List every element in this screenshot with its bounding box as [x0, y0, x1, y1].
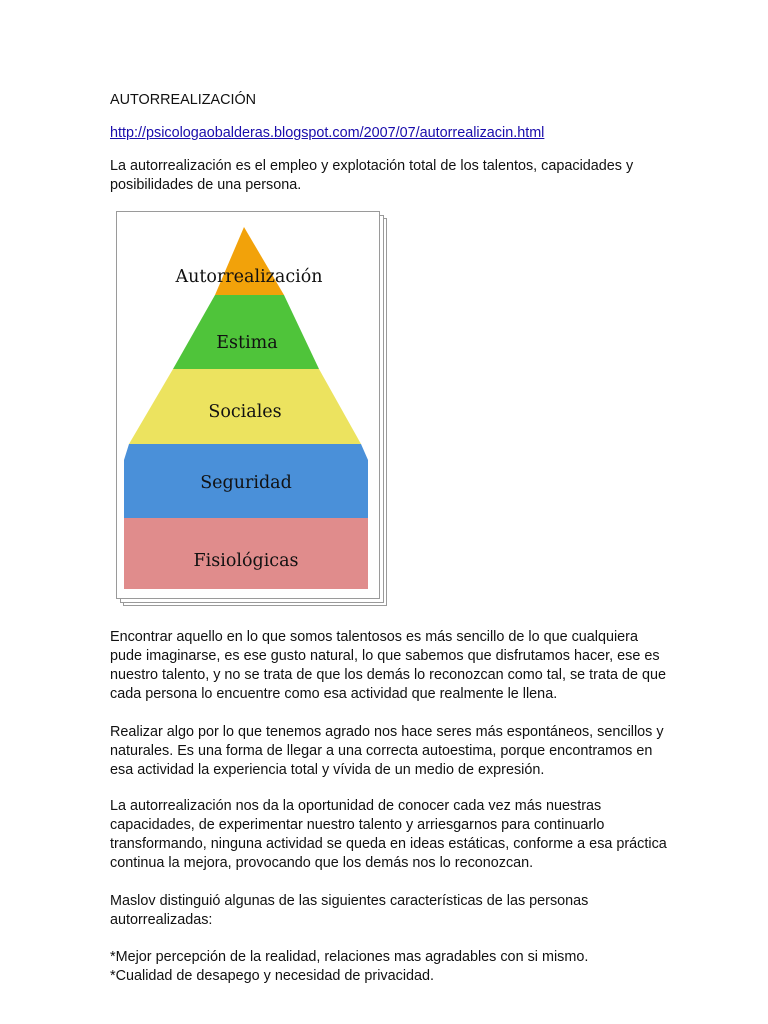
pyramid-label-seguridad: Seguridad	[200, 473, 292, 493]
source-link[interactable]: http://psicologaobalderas.blogspot.com/2007/07/autorrealizacin.html	[110, 125, 545, 141]
pyramid-level-estima	[173, 295, 319, 369]
body-paragraph-spontaneity: Realizar algo por lo que tenemos agrado nos hace seres más espontáneos, sencillos y naturales. Es una forma de llegar a una correcta autoestima, porque encontramos en esa actividad la experiencia total y vívida de un medio de expresión.	[110, 724, 664, 778]
body-paragraph-maslow: Maslov distinguió algunas de las siguientes características de las personas autorrealizadas:	[110, 893, 589, 928]
pyramid-label-estima: Estima	[216, 333, 278, 353]
pyramid-label-fisiologicas: Fisiológicas	[193, 551, 299, 571]
page-title: AUTORREALIZACIÓN	[110, 92, 257, 108]
body-paragraph-talent: Encontrar aquello en lo que somos talentosos es más sencillo de lo que cualquiera pude imaginarse, es ese gusto natural, lo que sabemos que disfrutamos hacer, ese es nuestro talento, y no se trata de que los demás lo reconozcan como tal, se trata de que cada persona lo encuentre como esa actividad que realmente le llena.	[110, 629, 666, 702]
pyramid-diagram	[116, 211, 386, 607]
body-paragraph-opportunity: La autorrealización nos da la oportunidad de conocer cada vez más nuestras capacidades, de experimentar nuestro talento y arriesgarnos para continuarlo transformando, ninguna actividad se queda en ideas estáticas, conforme a esa práctica continua la mejora, provocando que los demás nos lo reconozcan.	[110, 798, 667, 871]
maslow-pyramid-figure	[116, 211, 386, 607]
pyramid-label-autorrealizacion: Autorrealización	[175, 267, 323, 287]
bullet-item: *Mejor percepción de la realidad, relaciones mas agradables con si mismo.	[110, 949, 589, 965]
bullet-item: *Cualidad de desapego y necesidad de privacidad.	[110, 968, 435, 984]
pyramid-label-sociales: Sociales	[208, 402, 282, 422]
intro-paragraph: La autorrealización es el empleo y explotación total de los talentos, capacidades y posibilidades de una persona.	[110, 158, 634, 193]
